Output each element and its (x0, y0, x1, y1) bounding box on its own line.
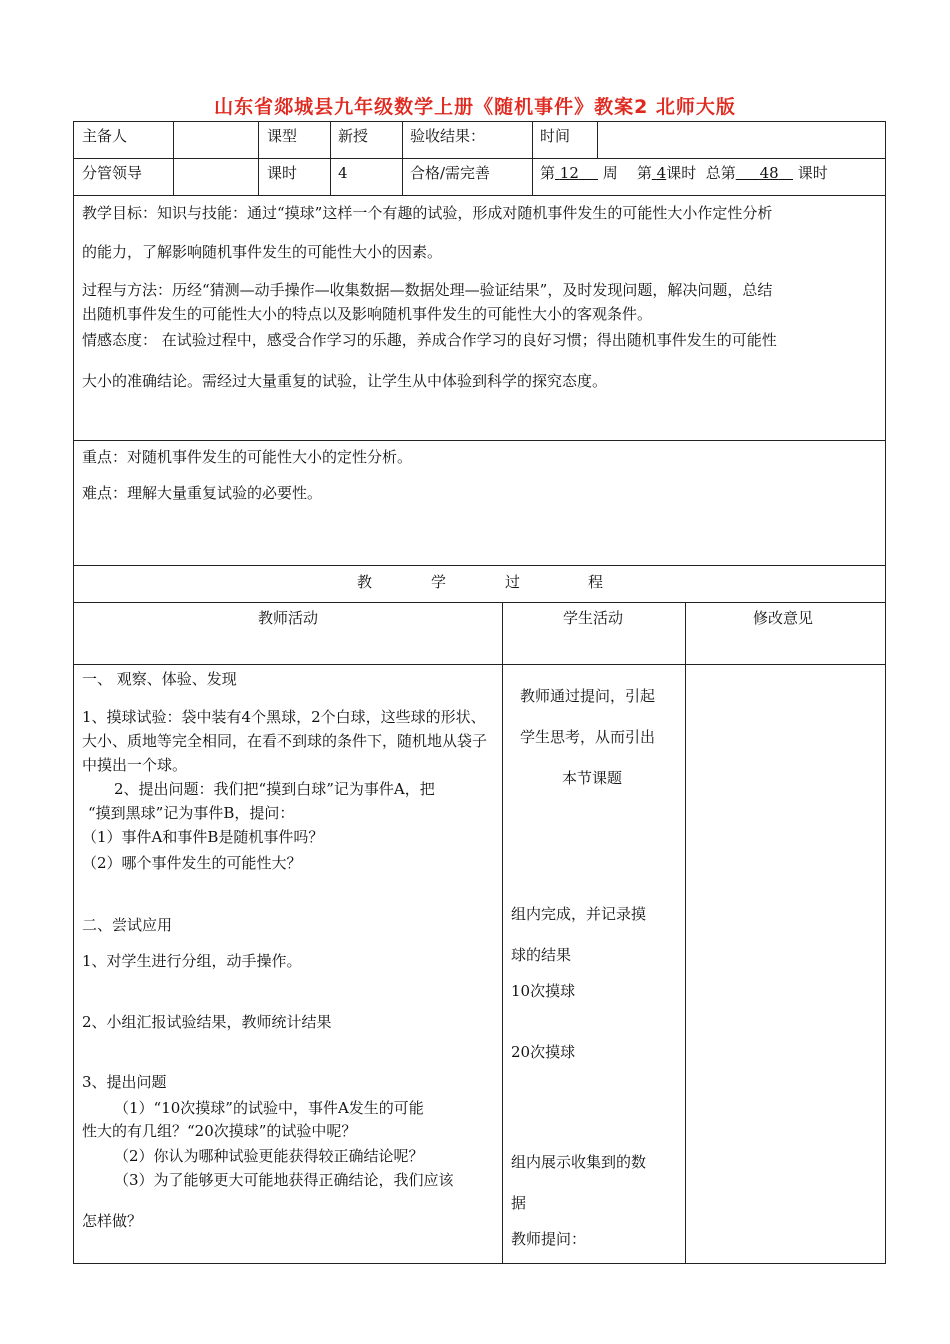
student-activity-header: 学生活动 (563, 609, 624, 627)
week-suffix: 周 (602, 164, 618, 182)
week-prefix: 第 (540, 164, 556, 182)
objectives-line: 教学目标：知识与技能：通过“摸球”这样一个有趣的试验，形成对随机事件发生的可能性大小作定性分析 (82, 204, 773, 222)
objectives-line: 情感态度： 在试验过程中，感受合作学习的乐趣，养成合作学习的良好习惯；得出随机事件发生的可能性 (82, 331, 777, 349)
lesson-prefix: 第 (636, 164, 652, 182)
question: （1）事件A和事件B是随机事件吗？ (82, 828, 324, 846)
student-activity-text: 教师通过提问，引起 (520, 687, 656, 705)
objectives-line: 出随机事件发生的可能性大小的特点以及影响随机事件发生的可能性大小的客观条件。 (82, 305, 653, 323)
activity-paragraph: 2、提出问题：我们把“摸到白球”记为事件A，把 (114, 780, 435, 798)
activity-paragraph: 1、对学生进行分组，动手操作。 (82, 952, 302, 970)
activity-paragraph: 2、小组汇报试验结果，教师统计结果 (82, 1013, 332, 1031)
revision-header: 修改意见 (753, 609, 814, 627)
col-divider (532, 121, 533, 195)
row-divider (73, 664, 886, 665)
lesson-value: 4 (656, 164, 667, 182)
total-suffix: 课时 (797, 164, 828, 182)
preparer-label: 主备人 (82, 127, 128, 145)
supervisor-label: 分管领导 (82, 164, 143, 182)
student-activity-text: 组内完成，并记录摸 (511, 905, 647, 923)
question: （2）你认为哪种试验更能获得较正确结论呢？ (114, 1147, 424, 1165)
student-activity-text: 20次摸球 (511, 1043, 576, 1061)
row-divider (73, 602, 886, 603)
section-title: 一、 观察、体验、发现 (82, 670, 237, 688)
row-divider (73, 565, 886, 566)
col-divider (402, 121, 403, 195)
key-point: 重点：对随机事件发生的可能性大小的定性分析。 (82, 448, 413, 466)
question: 性大的有几组？“20次摸球”的试验中呢？ (82, 1122, 357, 1140)
student-activity-text: 10次摸球 (511, 982, 576, 1000)
question: （2）哪个事件发生的可能性大？ (82, 854, 302, 872)
process-heading-char: 程 (588, 573, 604, 591)
objectives-line: 过程与方法：历经“猜测—动手操作—收集数据—数据处理—验证结果”，及时发现问题，解决问题，总结 (82, 281, 773, 299)
question: （1）“10次摸球”的试验中，事件A发生的可能 (114, 1099, 424, 1117)
course-type-label: 课型 (267, 127, 298, 145)
process-heading-char: 过 (505, 573, 521, 591)
objectives-line: 大小的准确结论。需经过大量重复的试验，让学生从中体验到科学的探究态度。 (82, 372, 608, 390)
col-divider (597, 121, 598, 158)
process-heading-char: 学 (431, 573, 447, 591)
col-divider (258, 121, 259, 195)
hours-value: 4 (338, 164, 348, 182)
student-activity-text: 组内展示收集到的数 (511, 1153, 647, 1171)
schedule-info (540, 163, 828, 183)
student-activity-text: 教师提问： (511, 1230, 587, 1248)
activity-paragraph: 1、摸球试验：袋中装有4个黑球，2个白球，这些球的形状、大小、质地等完全相同，在看不到球的条件下，随机地从袋子中摸出一个球。 (82, 708, 488, 774)
col-divider (330, 121, 331, 195)
time-label: 时间 (540, 127, 571, 145)
student-activity-text: 球的结果 (511, 946, 572, 964)
row-divider (73, 440, 886, 441)
total-value: 48 (759, 164, 779, 182)
activity-paragraph: “摸到黑球”记为事件B，提问： (88, 804, 295, 822)
acceptance-options: 合格/需完善 (410, 164, 491, 182)
difficulty: 难点：理解大量重复试验的必要性。 (82, 484, 323, 502)
section-title: 二、尝试应用 (82, 916, 173, 934)
student-activity-text: 据 (511, 1194, 527, 1212)
student-activity-text: 本节课题 (562, 769, 623, 787)
col-divider (173, 121, 174, 195)
question: （3）为了能够更大可能地获得正确结论，我们应该 (114, 1171, 454, 1189)
activity-paragraph: 3、提出问题 (82, 1073, 167, 1091)
teacher-activity-header: 教师活动 (258, 609, 319, 627)
hours-label: 课时 (267, 164, 298, 182)
col-divider (502, 602, 503, 1264)
objectives-line: 的能力，了解影响随机事件发生的可能性大小的因素。 (82, 243, 443, 261)
lesson-suffix: 课时 (666, 164, 697, 182)
row-divider (73, 195, 886, 196)
col-divider (685, 602, 686, 1264)
document-title: 山东省郯城县九年级数学上册《随机事件》教案2 北师大版 (214, 96, 736, 118)
process-heading-char: 教 (357, 573, 373, 591)
row-divider (73, 158, 886, 159)
course-type-value: 新授 (338, 127, 369, 145)
acceptance-label: 验收结果： (410, 127, 486, 145)
total-prefix: 总第 (705, 164, 736, 182)
week-value: 12 (559, 164, 579, 182)
student-activity-text: 学生思考，从而引出 (520, 728, 656, 746)
question: 怎样做？ (82, 1212, 143, 1230)
